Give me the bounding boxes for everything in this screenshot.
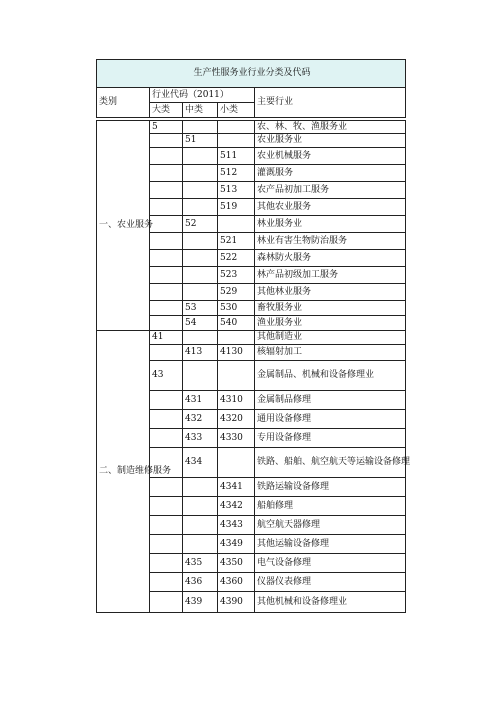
industry-name-cell: 电气设备修理 [255, 554, 406, 573]
medium-code-cell: 436 [183, 573, 218, 592]
minor-code-cell: 522 [218, 250, 255, 267]
industry-name-cell: 农业服务业 [255, 134, 406, 148]
header-code-group: 行业代码（2011） [150, 88, 255, 103]
major-code-cell [150, 410, 183, 429]
minor-code-cell: 530 [218, 301, 255, 316]
minor-code-cell: 4341 [218, 478, 255, 497]
medium-code-cell [183, 121, 218, 134]
minor-code-cell: 4390 [218, 592, 255, 613]
major-code-cell [150, 233, 183, 250]
header-minor: 小类 [218, 103, 255, 118]
industry-name-cell: 铁路运输设备修理 [255, 478, 406, 497]
industry-name-cell: 航空航天器修理 [255, 516, 406, 535]
minor-code-cell: 540 [218, 316, 255, 331]
industry-name-cell: 金属制品、机械和设备修理业 [255, 361, 406, 391]
major-code-cell [150, 345, 183, 361]
medium-code-cell: 53 [183, 301, 218, 316]
major-code-cell [150, 554, 183, 573]
medium-code-cell [183, 361, 218, 391]
medium-code-cell: 51 [183, 134, 218, 148]
minor-code-cell [218, 448, 255, 478]
medium-code-cell [183, 165, 218, 182]
industry-name-cell: 渔业服务业 [255, 316, 406, 331]
industry-name-cell: 森林防火服务 [255, 250, 406, 267]
minor-code-cell [218, 216, 255, 233]
major-code-cell [150, 165, 183, 182]
industry-name-cell: 通用设备修理 [255, 410, 406, 429]
major-code-cell [150, 592, 183, 613]
minor-code-cell: 523 [218, 267, 255, 284]
industry-name-cell: 农产品初加工服务 [255, 182, 406, 199]
industry-name-cell: 仪器仪表修理 [255, 573, 406, 592]
major-code-cell [150, 429, 183, 448]
header-row-1 [97, 88, 406, 103]
industry-name-cell: 其他运输设备修理 [255, 535, 406, 554]
minor-code-cell: 519 [218, 199, 255, 216]
minor-code-cell: 4343 [218, 516, 255, 535]
header-medium: 中类 [183, 103, 218, 118]
minor-code-cell: 521 [218, 233, 255, 250]
minor-code-cell: 4360 [218, 573, 255, 592]
major-code-cell [150, 516, 183, 535]
medium-code-cell [183, 267, 218, 284]
major-code-cell [150, 216, 183, 233]
medium-code-cell [183, 233, 218, 250]
major-code-cell [150, 573, 183, 592]
major-code-cell [150, 148, 183, 165]
major-code-cell [150, 478, 183, 497]
medium-code-cell [183, 478, 218, 497]
table-row [97, 331, 406, 345]
industry-name-cell: 林业服务业 [255, 216, 406, 233]
major-code-cell [150, 182, 183, 199]
medium-code-cell [183, 535, 218, 554]
industry-name-cell: 铁路、船舶、航空航天等运输设备修理 [255, 448, 406, 478]
industry-name-cell: 金属制品修理 [255, 391, 406, 410]
minor-code-cell [218, 121, 255, 134]
major-code-cell [150, 284, 183, 301]
major-code-cell [150, 535, 183, 554]
major-code-cell [150, 316, 183, 331]
medium-code-cell [183, 331, 218, 345]
medium-code-cell: 413 [183, 345, 218, 361]
major-code-cell: 41 [150, 331, 183, 345]
minor-code-cell [218, 331, 255, 345]
header-category: 类别 [97, 88, 150, 118]
industry-classification-table [96, 59, 411, 613]
industry-name-cell: 农、林、牧、渔服务业 [255, 121, 406, 134]
minor-code-cell [218, 134, 255, 148]
minor-code-cell: 4350 [218, 554, 255, 573]
minor-code-cell: 4130 [218, 345, 255, 361]
industry-name-cell: 农业机械服务 [255, 148, 406, 165]
major-code-cell [150, 199, 183, 216]
medium-code-cell [183, 148, 218, 165]
major-code-cell [150, 301, 183, 316]
industry-name-cell: 其他农业服务 [255, 199, 406, 216]
major-code-cell [150, 134, 183, 148]
industry-name-cell: 畜牧服务业 [255, 301, 406, 316]
major-code-cell: 43 [150, 361, 183, 391]
medium-code-cell: 432 [183, 410, 218, 429]
medium-code-cell: 435 [183, 554, 218, 573]
table-title: 生产性服务业行业分类及代码 [97, 60, 406, 88]
minor-code-cell [218, 361, 255, 391]
category-cell: 二、制造维修服务 [97, 331, 150, 613]
table-body [97, 121, 411, 613]
minor-code-cell: 511 [218, 148, 255, 165]
industry-name-cell: 核辐射加工 [255, 345, 406, 361]
major-code-cell [150, 497, 183, 516]
minor-code-cell: 4342 [218, 497, 255, 516]
title-row [97, 60, 406, 88]
industry-name-cell: 其他制造业 [255, 331, 406, 345]
header-major: 大类 [150, 103, 183, 118]
medium-code-cell: 439 [183, 592, 218, 613]
major-code-cell [150, 391, 183, 410]
medium-code-cell [183, 497, 218, 516]
minor-code-cell: 512 [218, 165, 255, 182]
major-code-cell [150, 267, 183, 284]
medium-code-cell: 434 [183, 448, 218, 478]
minor-code-cell: 4349 [218, 535, 255, 554]
medium-code-cell: 52 [183, 216, 218, 233]
minor-code-cell: 529 [218, 284, 255, 301]
industry-name-cell: 专用设备修理 [255, 429, 406, 448]
medium-code-cell: 433 [183, 429, 218, 448]
industry-name-cell: 其他林业服务 [255, 284, 406, 301]
minor-code-cell: 513 [218, 182, 255, 199]
major-code-cell: 5 [150, 121, 183, 134]
industry-name-cell: 林产品初级加工服务 [255, 267, 406, 284]
industry-name-cell: 其他机械和设备修理业 [255, 592, 406, 613]
table-row [97, 121, 406, 134]
medium-code-cell: 54 [183, 316, 218, 331]
medium-code-cell [183, 516, 218, 535]
medium-code-cell: 431 [183, 391, 218, 410]
minor-code-cell: 4310 [218, 391, 255, 410]
industry-name-cell: 林业有害生物防治服务 [255, 233, 406, 250]
medium-code-cell [183, 182, 218, 199]
medium-code-cell [183, 250, 218, 267]
medium-code-cell [183, 284, 218, 301]
industry-name-cell: 船舶修理 [255, 497, 406, 516]
minor-code-cell: 4320 [218, 410, 255, 429]
industry-name-cell: 灌溉服务 [255, 165, 406, 182]
minor-code-cell: 4330 [218, 429, 255, 448]
major-code-cell [150, 250, 183, 267]
category-cell: 一、农业服务 [97, 121, 150, 331]
header-industry: 主要行业 [255, 88, 406, 118]
medium-code-cell [183, 199, 218, 216]
